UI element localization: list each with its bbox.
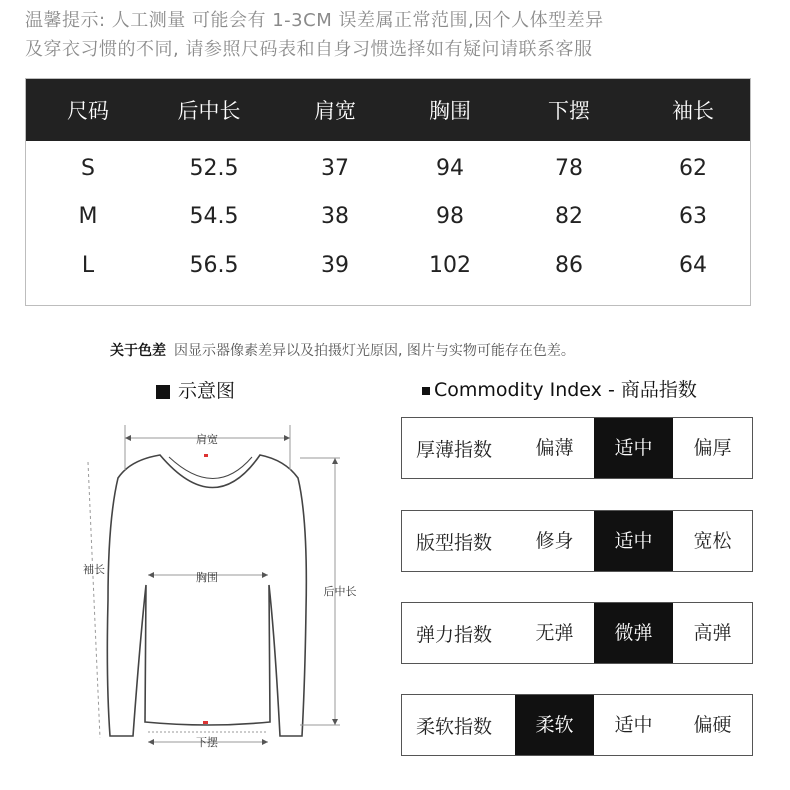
table-cell: 62	[679, 156, 707, 181]
index-name: 弹力指数	[416, 624, 493, 646]
diagram-title	[156, 376, 235, 403]
header-hem: 下摆	[548, 99, 590, 123]
label-hem: 下摆	[196, 736, 218, 749]
square-bullet-icon	[156, 385, 170, 399]
color-note-label: 关于色差	[110, 343, 166, 359]
index-option: 无弹	[535, 622, 574, 644]
hem-mark-icon	[203, 721, 208, 724]
table-cell: 82	[555, 204, 583, 229]
color-difference-note	[110, 340, 575, 360]
garment-diagram	[80, 415, 370, 775]
index-name: 厚薄指数	[416, 439, 493, 461]
index-row-softness	[401, 694, 753, 756]
table-cell: L	[81, 253, 95, 278]
index-option: 宽松	[693, 530, 732, 552]
index-row-thickness	[401, 417, 753, 479]
table-cell: S	[81, 156, 95, 181]
commodity-index-title	[422, 375, 697, 402]
table-cell: 54.5	[189, 204, 239, 229]
index-option: 偏薄	[535, 437, 574, 459]
index-option: 高弹	[693, 622, 732, 644]
label-shoulder: 肩宽	[196, 433, 218, 446]
index-row-fit	[401, 510, 753, 572]
tshirt-outline-icon	[107, 455, 306, 736]
index-option: 偏厚	[693, 437, 732, 459]
table-cell: 39	[321, 253, 349, 278]
size-notice	[25, 6, 770, 64]
table-cell: 52.5	[189, 156, 239, 181]
color-note-text: 因显示器像素差异以及拍摄灯光原因, 图片与实物可能存在色差。	[174, 343, 575, 359]
header-shoulder: 肩宽	[314, 99, 356, 123]
header-back-length: 后中长	[177, 99, 241, 123]
table-cell: 37	[321, 156, 349, 181]
label-chest: 胸围	[196, 571, 218, 584]
index-option: 适中	[594, 511, 673, 571]
index-option: 适中	[594, 418, 673, 478]
index-option: 适中	[614, 714, 653, 736]
table-cell: 78	[555, 156, 583, 181]
table-cell: 63	[679, 204, 707, 229]
label-sleeve: 袖长	[83, 563, 105, 576]
table-cell: 98	[436, 204, 464, 229]
index-option: 柔软	[515, 695, 594, 755]
label-back-length: 后中长	[323, 585, 357, 598]
index-row-elasticity	[401, 602, 753, 664]
header-size: 尺码	[67, 99, 109, 123]
index-option: 微弹	[594, 603, 673, 663]
commodity-index-title-text: Commodity Index - 商品指数	[434, 379, 697, 401]
table-cell: 56.5	[189, 253, 239, 278]
notice-line-2: 及穿衣习惯的不同, 请参照尺码表和自身习惯选择如有疑问请联系客服	[25, 39, 593, 60]
table-cell: 86	[555, 253, 583, 278]
index-option: 偏硬	[693, 714, 732, 736]
table-cell: 64	[679, 253, 707, 278]
notice-line-1: 温馨提示: 人工测量 可能会有 1-3CM 误差属正常范围,因个人体型差异	[25, 10, 604, 31]
size-table	[25, 78, 751, 306]
diagram-title-text: 示意图	[178, 380, 236, 402]
size-table-header	[26, 79, 750, 141]
table-cell: 38	[321, 204, 349, 229]
table-cell: 102	[429, 253, 471, 278]
square-bullet-icon	[422, 387, 430, 395]
index-name: 版型指数	[416, 532, 493, 554]
table-cell: M	[78, 204, 98, 229]
collar-mark-icon	[204, 454, 208, 457]
table-cell: 94	[436, 156, 464, 181]
index-name: 柔软指数	[416, 716, 493, 738]
index-option: 修身	[535, 530, 574, 552]
header-sleeve: 袖长	[672, 99, 714, 123]
header-chest: 胸围	[429, 99, 471, 123]
